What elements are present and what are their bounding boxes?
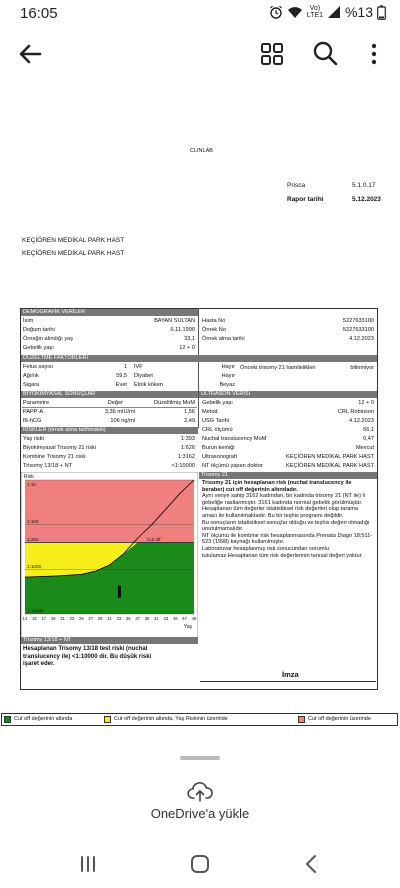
wifi-icon — [287, 5, 303, 19]
t21-body-4: NT ölçümü ile kombine risk hesaplanmasında Prenata Diagn 18;511-523 (1998) kaynağı kullanılmıştır. — [202, 532, 373, 546]
x-tick-label-16: 45 — [172, 616, 178, 621]
legend-red-label: Cut off değerinin üzerinde — [308, 716, 371, 722]
t1318-header: Trisomy 13/18 + NT — [21, 637, 198, 644]
legend-red-swatch — [298, 716, 305, 723]
x-tick-label-13: 39 — [144, 616, 150, 621]
grid-icon[interactable] — [258, 40, 286, 68]
t21-text-block — [202, 480, 374, 559]
lab-name: CLINLAB — [190, 148, 213, 154]
x-tick-label-10: 33 — [116, 616, 122, 621]
x-tick-label-12: 37 — [135, 616, 141, 621]
search-icon[interactable] — [310, 38, 340, 68]
x-tick-label-1: 15 — [32, 616, 37, 621]
y-tick-label-0: 1:10 — [27, 482, 36, 487]
biochemical-header: BİYOKİMYASAL SONUÇLAR — [21, 391, 198, 398]
x-tick-label-5: 23 — [69, 616, 75, 621]
report-document: CLINLAB Prisca 5.1.0.17 Rapor tarihi 5.12.2023 KEÇİÖREN MEDİKAL PARK HAST KEÇİÖREN MEDİKAL PARK HAST DEMOGRAFİK VERİLER İsim BAYAN SULTAN Doğum tarihi 6.11.1990 Örneğin alındığı yaş 33,1 Gebelik yaşı 12 + 0 Hasta No 5227633100 Örnek No 5227633100 Örnek alma tarihi 4.12.2023 DÜZELTME FAKTÖRLERİ Fetus sayısı 1 Ağırlık 59,5 Sigara Evet IVF Hayır Diyabet Hayır Etnik köken Beyaz Önceki trisomy 21 hamilelikleri bilinmiyor BİYOKİMYASAL SONUÇLAR ULTRASON VERİSİ Parametre Değer Düzeltilmiş MoM PAPP-A 3,36 mIU/ml 1,56 fß-hCG 106 ng/ml 2,49 Gebelik yaşı 12 + 0 Metod CRL Robinson USG Tarihi 4.12.2023 CRL ölçümü 56,1 Nuchal translucency MoM 0,47 Burun kemiği Mevcut Ultrasonografi KEÇİÖREN MEDİKAL PARK HAST NT ölçümü yapan doktor KEÇİÖREN MEDİKAL PARK HAST RİSKLER (örnek alma tarihindeki) Yaş riski 1:393 Biyokimyasal Trisomy 21 riski 1:626 Kombine Trisomy 21 riski 1:3162 Trisomy 13/18 + NT <1:10000 1:10 1:100 1:250 1:1000 1:10000 Cut off 13 15 17 19 21 23 25 27 29 31 33 35 37 39 41 43 45 47 49 Yaş Risk Trisomy 21 Trisomy 21 için hesaplanan risk (nuchal translucency ile beraber) cut off değerinin altındadır. Aynı veriye sahip 3162 kadından, bir kadında trisomy 21 (NT ile) li gebeliğe rastlanmıştır. 3161 kadında normal gebelik görülmüştür. Hesaplanan tüm değerler istatistiksel risk değerleri olup tarama amacı ile kullanılmaktadır. Bu bir teşhis programı değildir. Bu sonuçların istatistiksel sonuçlar olduğu ve teşhis değeri olmadığı unutulmamalıdır. NT ölçümü ile kombine risk hesaplanmasında Prenata Diagn 18;511-523 (1998) kaynağı kullanılmıştır. Laboratuvar hesaplanmış risk sonucundan sorumlu tutulamaz.Hesaplanan tüm risk değerlerinin tanısal değeri yoktur. Trisomy 13/18 + NT Hesaplanan Trisomy 13/18 test riski (nuchal translucency ile) <1:10000 dir. Bu düşük riski işaret eder. İmza Cut off değerinin altında Cut off değerinin altında, Yaş Riskinin üzerinde Cut off değerinin üzerinde — [0, 84, 400, 734]
demographic-header: DEMOGRAFİK VERİLER — [21, 309, 198, 316]
sheet-handle[interactable] — [180, 756, 220, 760]
hospital-name-1: KEÇİÖREN MEDİKAL PARK HAST — [22, 237, 125, 244]
y-tick-label-2: 1:250 — [27, 536, 39, 542]
y-tick-label-4: 1:10000 — [27, 608, 44, 614]
y-tick-label-1: 1:100 — [27, 519, 39, 525]
recent-apps-icon[interactable] — [74, 852, 102, 876]
battery-icon — [377, 5, 386, 20]
x-tick-label-0: 13 — [22, 616, 28, 621]
legend-yellow-label: Cut off değerinin altında, Yaş Riskinin üzerinde — [114, 716, 228, 722]
legend-green-label: Cut off değerinin altında — [14, 716, 73, 722]
home-icon[interactable] — [186, 852, 214, 876]
region-above-cutoff — [25, 480, 194, 542]
risks-header: RİSKLER (örnek alma tarihindeki) — [21, 427, 198, 434]
onedrive-upload-button[interactable]: OneDrive'a yükle — [150, 806, 250, 821]
prisca-label: Prisca — [287, 182, 306, 189]
alarm-icon — [269, 5, 283, 19]
x-tick-label-3: 19 — [50, 616, 56, 621]
ultrasound-header: ULTRASON VERİSİ — [199, 391, 377, 398]
status-icons — [269, 4, 386, 20]
upload-panel — [0, 744, 400, 840]
report-date-label: Rapor tarihi — [287, 196, 324, 203]
chart-title: Risk — [24, 474, 34, 480]
y-tick-label-3: 1:1000 — [27, 563, 42, 569]
cutoff-label: Cut off — [147, 536, 161, 542]
x-tick-label-15: 43 — [163, 616, 169, 621]
x-tick-label-4: 21 — [60, 616, 65, 621]
report-date: 5.12.2023 — [352, 196, 381, 203]
legend-green-swatch — [4, 716, 11, 723]
legend-yellow-swatch — [104, 716, 111, 723]
signal-icon — [327, 5, 341, 19]
prisca-version: 5.1.0.17 — [352, 182, 376, 189]
t21-body-2: Hesaplanan tüm değerler istatistiksel risk değerleri olup tarama amacı ile kullanılmaktadır. Bu bir teşhis programı değildir. — [202, 506, 359, 519]
app-bar — [0, 28, 400, 80]
x-tick-label-2: 17 — [41, 616, 47, 621]
signature-label: İmza — [282, 670, 299, 679]
t1318-text: Hesaplanan Trisomy 13/18 test riski (nuchal translucency ile) <1:10000 dir. Bu düşük riski işaret eder. — [23, 646, 152, 667]
t21-body-3: Bu sonuçların istatistiksel sonuçlar olduğu ve teşhis değeri olmadığı unutulmamalıdır. — [202, 519, 370, 533]
network-label-bottom: LTE1 — [306, 12, 323, 19]
x-tick-label-8: 29 — [97, 616, 103, 621]
risk-chart — [21, 472, 198, 638]
t21-headline: Trisomy 21 için hesaplanan risk (nuchal translucency ile beraber) cut off değerinin altındadır. — [202, 480, 352, 493]
status-time: 16:05 — [20, 5, 58, 22]
x-tick-label-11: 35 — [125, 616, 131, 621]
x-tick-label-7: 27 — [88, 616, 94, 621]
status-bar — [0, 0, 400, 28]
x-tick-label-18: 49 — [191, 616, 197, 621]
hospital-name-2: KEÇİÖREN MEDİKAL PARK HAST — [22, 250, 125, 257]
cloud-upload-icon[interactable] — [187, 780, 213, 802]
x-tick-label-9: 31 — [107, 616, 112, 621]
battery-level: %13 — [344, 4, 373, 20]
more-vert-icon[interactable] — [362, 40, 386, 68]
nav-back-icon[interactable] — [298, 852, 326, 876]
system-nav-bar — [0, 840, 400, 888]
correction-header: DÜZELTME FAKTÖRLERİ — [21, 355, 377, 362]
t21-header: Trisomy 21 — [199, 472, 377, 479]
x-axis-label: Yaş — [183, 624, 192, 630]
t21-body-5: Laboratuvar hesaplanmış risk sonucundan sorumlu tutulamaz.Hesaplanan tüm risk değerlerinin tanısal değeri yoktur. — [202, 545, 363, 559]
x-tick-label-17: 47 — [182, 616, 187, 621]
network-label-top: Vo) — [309, 5, 321, 12]
x-tick-label-14: 41 — [154, 616, 159, 621]
back-arrow-icon[interactable] — [14, 38, 46, 70]
x-tick-label-6: 25 — [78, 616, 84, 621]
patient-marker — [118, 586, 121, 598]
t21-body-1: Aynı veriye sahip 3162 kadından, bir kadında trisomy 21 (NT ile) li gebeliğe rastlanmıştır. 3161 kadında normal gebelik görülmüştür. — [202, 493, 366, 506]
